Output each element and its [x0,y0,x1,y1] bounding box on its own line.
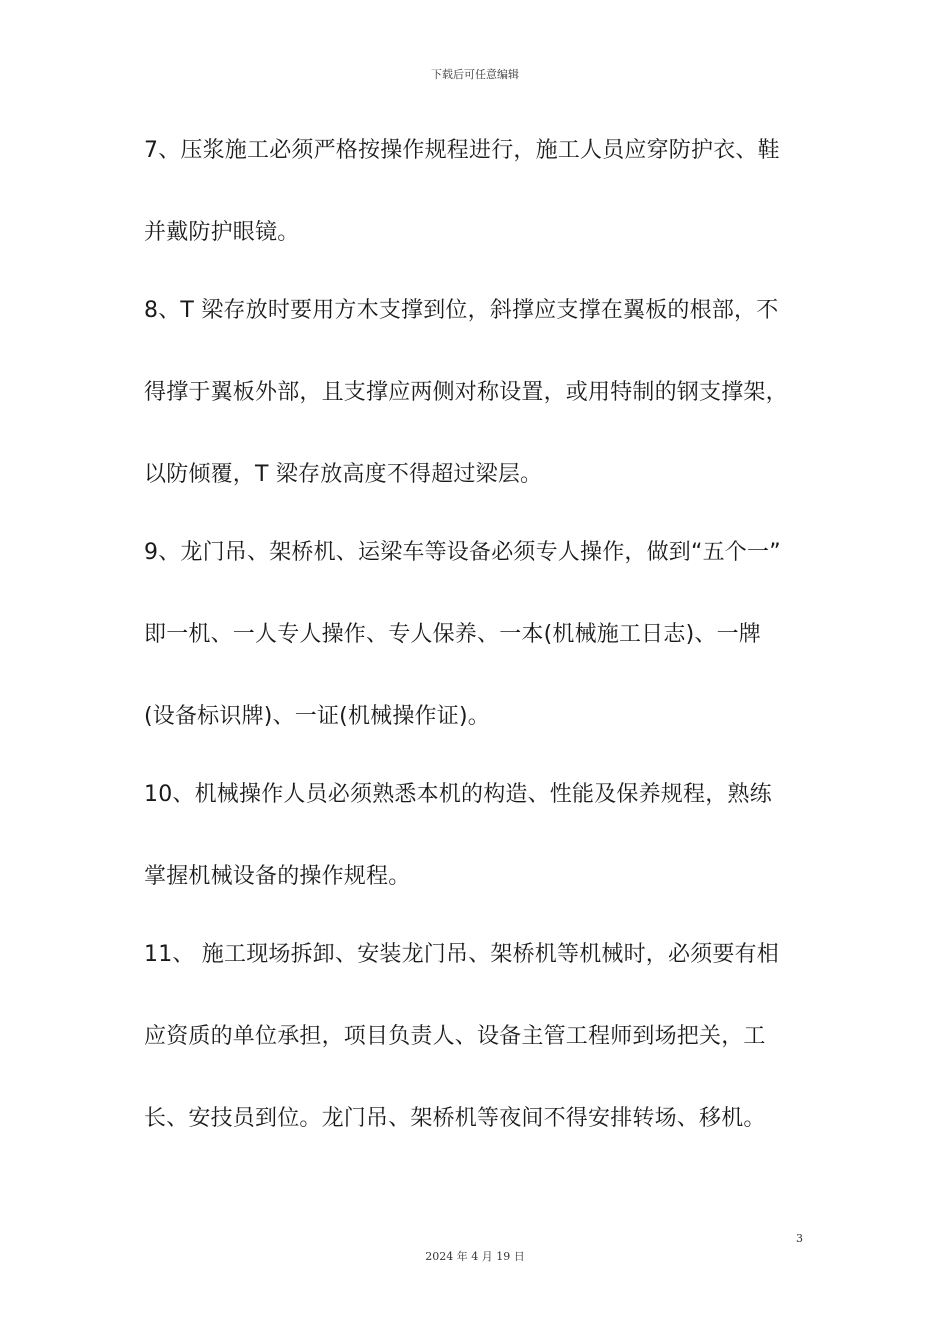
paragraph-line: 10、机械操作人员必须熟悉本机的构造、性能及保养规程，熟练 [144,782,772,807]
paragraph-line: 应资质的单位承担，项目负责人、设备主管工程师到场把关，工 [144,1024,766,1049]
paragraph-line: 即一机、一人专人操作、专人保养、一本(机械施工日志)、一牌 [144,622,761,647]
paragraph-line: 长、安技员到位。龙门吊、架桥机等夜间不得安排转场、移机。 [144,1106,766,1131]
paragraph-line: 得撑于翼板外部，且支撑应两侧对称设置，或用特制的钢支撑架， [144,380,788,405]
header-note: 下载后可任意编辑 [431,68,519,81]
paragraph-line: 7、压浆施工必须严格按操作规程进行，施工人员应穿防护衣、鞋 [144,138,780,163]
page-number: 3 [796,1232,803,1245]
paragraph-line: 以防倾覆，T 梁存放高度不得超过梁层。 [144,462,543,487]
paragraph-line: (设备标识牌)、一证(机械操作证)。 [144,704,490,729]
paragraph-line: 8、T 梁存放时要用方木支撑到位，斜撑应支撑在翼板的根部，不 [144,298,779,323]
footer-date: 2024 年 4 月 19 日 [425,1250,525,1263]
paragraph-line: 11、 施工现场拆卸、安装龙门吊、架桥机等机械时，必须要有相 [144,942,779,967]
paragraph-line: 掌握机械设备的操作规程。 [144,864,411,889]
paragraph-line: 并戴防护眼镜。 [144,220,300,245]
paragraph-line: 9、龙门吊、架桥机、运梁车等设备必须专人操作，做到“五个一” [144,540,781,565]
body-text [144,128,824,1178]
